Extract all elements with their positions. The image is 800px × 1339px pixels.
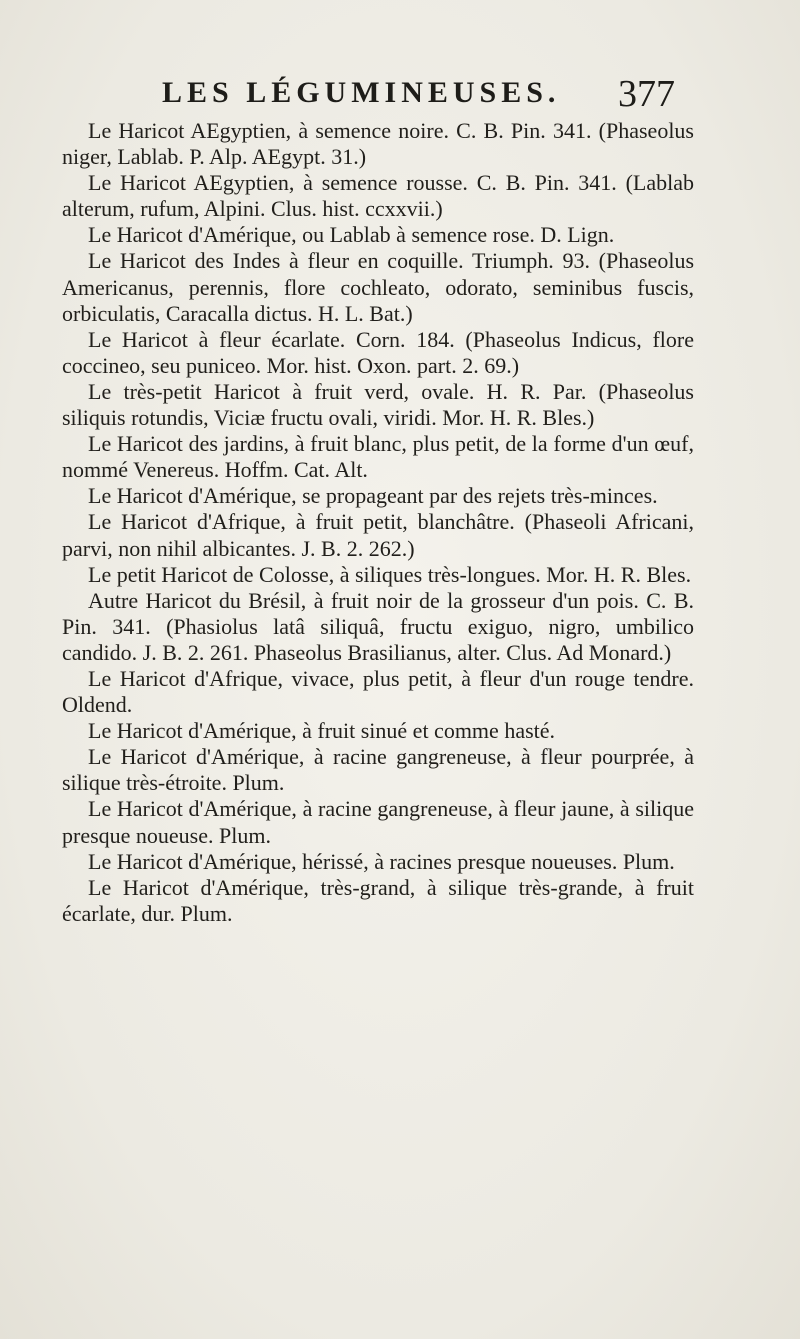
- entry: Le Haricot des jardins, à fruit blanc, plus petit, de la forme d'un œuf, nommé Venereus. Hoffm. Cat. Alt.: [62, 431, 694, 483]
- entry: Le Haricot d'Amérique, se propageant par des rejets très-minces.: [88, 483, 658, 509]
- body-text: [62, 118, 694, 927]
- entry: Le Haricot d'Afrique, à fruit petit, blanchâtre. (Phaseoli Africani, parvi, non nihil albicantes. J. B. 2. 262.): [62, 509, 694, 561]
- page-number: 377: [618, 73, 675, 115]
- entry: Le Haricot d'Amérique, à racine gangreneuse, à fleur jaune, à silique presque noueuse. Plum.: [62, 796, 694, 848]
- page-header: [0, 72, 800, 122]
- entry: Le très-petit Haricot à fruit verd, ovale. H. R. Par. (Phaseolus siliquis rotundis, Viciæ fructu ovali, viridi. Mor. H. R. Bles.): [62, 378, 694, 431]
- entry: Le Haricot d'Amérique, très-grand, à silique très-grande, à fruit écarlate, dur. Plum.: [62, 874, 694, 926]
- entry: Le Haricot à fleur écarlate. Corn. 184. (Phaseolus Indicus, flore coccineo, seu puniceo. Mor. hist. Oxon. part. 2. 69.): [62, 326, 694, 378]
- entry: Le Haricot d'Amérique, hérissé, à racines presque noueuses. Plum.: [88, 848, 675, 874]
- entry: Le petit Haricot de Colosse, à siliques très-longues. Mor. H. R. Bles.: [88, 561, 692, 587]
- entry: Le Haricot d'Afrique, vivace, plus petit, à fleur d'un rouge tendre. Oldend.: [62, 665, 694, 718]
- entry: Le Haricot d'Amérique, ou Lablab à semence rose. D. Lign.: [88, 222, 615, 248]
- running-title: LES LÉGUMINEUSES.: [162, 76, 561, 109]
- entry: Le Haricot d'Amérique, à fruit sinué et comme hasté.: [88, 718, 556, 744]
- entry: Le Haricot d'Amérique, à racine gangreneuse, à fleur pourprée, à silique très-étroite. Plum.: [62, 744, 694, 796]
- entry: Autre Haricot du Brésil, à fruit noir de la grosseur d'un pois. C. B. Pin. 341. (Phasiolus latâ siliquâ, fructu exiguo, nigro, umbilico candido. J. B. 2. 261. Phaseolus Brasilianus, alter. Clus. Ad Monard.): [62, 587, 694, 665]
- entry: Le Haricot AEgyptien, à semence rousse. C. B. Pin. 341. (Lablab alterum, rufum, Alpini. Clus. hist. ccxxvii.): [62, 170, 694, 222]
- entry: Le Haricot AEgyptien, à semence noire. C. B. Pin. 341. (Phaseolus niger, Lablab. P. Alp. AEgypt. 31.): [62, 118, 694, 170]
- entry: Le Haricot des Indes à fleur en coquille. Triumph. 93. (Phaseolus Americanus, perennis, flore cochleato, odorato, seminibus fuscis, orbiculatis, Caracalla dictus. H. L. Bat.): [62, 248, 694, 326]
